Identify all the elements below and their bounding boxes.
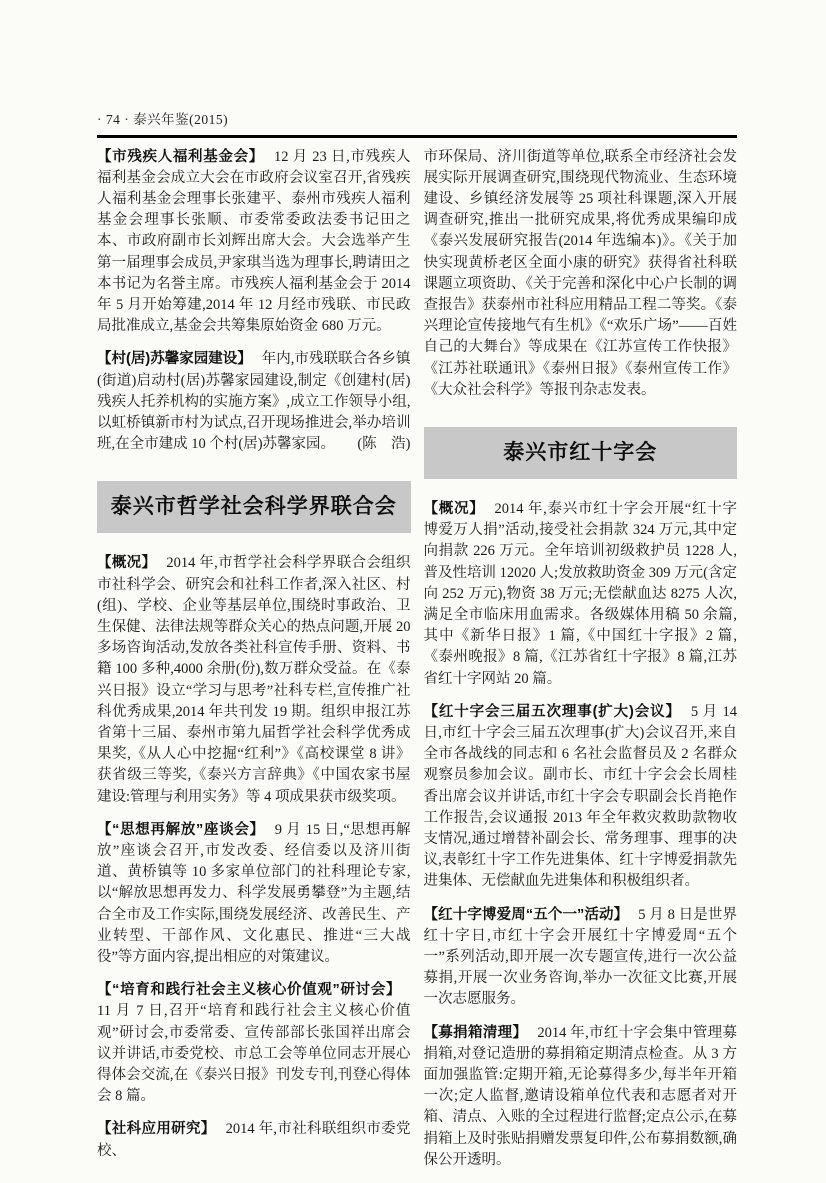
entry-bo-ai-week — [424, 905, 738, 1011]
entry-heading: 【“思想再解放”座谈会】 — [97, 822, 265, 838]
section-title: 泰兴市红十字会 — [503, 441, 657, 464]
entry-donation-box-cleanup — [424, 1023, 738, 1171]
content-columns — [97, 147, 737, 1183]
header-rule — [97, 135, 737, 138]
entry-body: 2014 年,市红十字会集中管理募捐箱,对登记造册的募捐箱定期清点检查。从 3 方面加强监管:定期开箱,无论募得多少,每半年开箱一次;定人监督,邀请设箱单位代表和志愿者对开箱、清点、入账的全过程进行监督;定点公示,在募捐箱上及时张贴捐赠发票复印件,公布募捐数额,确保公开透明。 — [424, 1025, 738, 1168]
entry-applied-research — [97, 1119, 411, 1161]
entry-overview-philosophy — [97, 553, 411, 807]
entry-heading: 【红十字会三届五次理事(扩大)会议】 — [424, 704, 681, 720]
entry-core-values-seminar — [97, 980, 411, 1107]
entry-heading: 【概况】 — [424, 501, 485, 517]
entry-suxin-homes — [97, 349, 411, 455]
page-content — [97, 110, 737, 1183]
entry-heading: 【市残疾人福利基金会】 — [97, 149, 264, 165]
entry-overview-red-cross — [424, 499, 738, 690]
entry-heading: 【社科应用研究】 — [97, 1121, 216, 1137]
section-title: 泰兴市哲学社会科学界联合会 — [111, 495, 397, 518]
entry-applied-research-continuation — [424, 147, 738, 401]
page-number-label: · 74 · 泰兴年鉴(2015) — [97, 112, 228, 127]
running-header — [97, 110, 737, 130]
entry-heading: 【“培育和践行社会主义核心价值观”研讨会】 — [97, 982, 401, 998]
entry-body: 5 月 8 日是世界红十字日,市红十字会开展红十字博爱周“五个一”系列活动,即开展一次专题宣传,进行一次公益募捐,开展一次业务咨询,举办一次征文比赛,开展一次志愿服务。 — [424, 907, 738, 1008]
entry-body: 5 月 14 日,市红十字会三届五次理事(扩大)会议召开,来自全市各战线的同志和 6 名社会监督员及 2 名群众观察员参加会议。副市长、市红十字会会长周桂香出席会议并讲话,市红十字会专职副会长肖艳作工作报告,会议通报 2013 年全年救灾救助款物收支情况,通过增替补副会长、常务理事、理事的决议,表彰红十字工作先进集体、红十字博爱捐款先进集体、无偿献血先进集体和积极组织者。 — [424, 704, 738, 890]
right-column — [424, 147, 738, 1183]
author-credit: (陈 浩) — [357, 434, 410, 455]
entry-body: 9 月 15 日,“思想再解放”座谈会召开,市发改委、经信委以及济川街道、黄桥镇等 10 多家单位部门的社科理论专家,以“解放思想再发力、科学发展勇攀登”为主题,结合全市及工作实际,围绕发展经济、改善民生、产业转型、干部作风、文化惠民、推进“三大战役”等方面内容,提出相应的对策建议。 — [97, 822, 411, 965]
entry-heading: 【募捐箱清理】 — [424, 1025, 528, 1041]
entry-heading: 【概况】 — [97, 555, 156, 571]
left-column — [97, 147, 411, 1183]
entry-body: 12 月 23 日,市残疾人福利基金会成立大会在市政府会议室召开,省残疾人福利基金会理事长张建平、泰州市残疾人福利基金会理事长张顺、市委常委政法委书记田之本、市政府副市长刘辉出席大会。大会选举产生第一届理事会成员,尹家琪当选为理事长,聘请田之本书记为名誉主席。市残疾人福利基金会于 2014 年 5 月开始筹建,2014 年 12 月经市残联、市民政局批准成立,基金会共筹集原始资金 680 万元。 — [97, 149, 411, 335]
entry-body: 2014 年,泰兴市红十字会开展“红十字博爱万人捐”活动,接受社会捐款 324 万元,其中定向捐款 226 万元。全年培训初级救护员 1228 人,普及性培训 12020 人;发放救助资金 309 万元(含定向 252 万元),物资 38 万元;无偿献血达 8275 人次,满足全市临床用血需求。各级媒体用稿 50 余篇,其中《新华日报》1 篇,《中国红十字报》2 篇,《泰州晚报》8 篇,《江苏省红十字报》8 篇,江苏省红十字网站 20 篇。 — [424, 501, 738, 687]
entry-body: 年内,市残联联合各乡镇(街道)启动村(居)苏馨家园建设,制定《创建村(居)残疾人托养机构的实施方案》,成立工作领导小组,以虹桥镇新市村为试点,召开现场推进会,举办培训班,在全市建成 10 个村(居)苏馨家园。 — [97, 351, 411, 452]
entry-body: 2014 年,市哲学社会科学界联合会组织市社科学会、研究会和社科工作者,深入社区、村(组)、学校、企业等基层单位,围绕时事政治、卫生保健、法律法规等群众关心的热点问题,开展 20 多场咨询活动,发放各类社科宣传手册、资料、书籍 100 多种,4000 余册(份),数万群众受益。在《泰兴日报》设立“学习与思考”社科专栏,宣传推广社科优秀成果,2014 年共刊发 19 期。组织申报江苏省第十三届、泰州市第九届哲学社会科学优秀成果奖,《从人心中挖掘“红利”》《高校课堂 8 讲》获省级三等奖,《泰兴方言辞典》《中国农家书屋建设:管理与利用实务》等 4 项成果获市级奖项。 — [97, 555, 411, 804]
entry-body: 市环保局、济川街道等单位,联系全市经济社会发展实际开展调查研究,围绕现代物流业、生态环境建设、乡镇经济发展等 25 项社科课题,深入开展调查研究,推出一批研究成果,将优秀成果编印成《泰兴发展研究报告(2014 年选编本)》。《关于加快实现黄桥老区全面小康的研究》获得省社科联课题立项资助、《关于完善和深化中心户长制的调查报告》获泰州市社科应用精品工程二等奖。《泰兴理论宣传接地气有生机》《“欢乐广场”——百姓自己的大舞台》等成果在《江苏宣传工作快报》《江苏社联通讯》《泰州日报》《泰州宣传工作》《大众社会科学》等报刊杂志发表。 — [424, 149, 738, 398]
section-title-box-red-cross — [424, 427, 738, 479]
entry-body: 2014 年,市社科联组织市委党校、 — [97, 1121, 411, 1158]
section-title-box-philosophy-federation — [97, 481, 411, 533]
entry-council-meeting — [424, 702, 738, 893]
entry-heading: 【村(居)苏馨家园建设】 — [97, 351, 252, 367]
entry-body: 11 月 7 日,召开“培育和践行社会主义核心价值观”研讨会,市委常委、宣传部部长张国祥出席会议并讲话,市委党校、市总工会等单位同志开展心得体会交流,在《泰兴日报》刊发专刊,刊登心得体会 8 篇。 — [97, 1003, 411, 1104]
entry-heading: 【红十字博爱周“五个一”活动】 — [424, 907, 629, 923]
entry-disabled-welfare-foundation — [97, 147, 411, 338]
entry-thought-liberation-symposium — [97, 820, 411, 968]
